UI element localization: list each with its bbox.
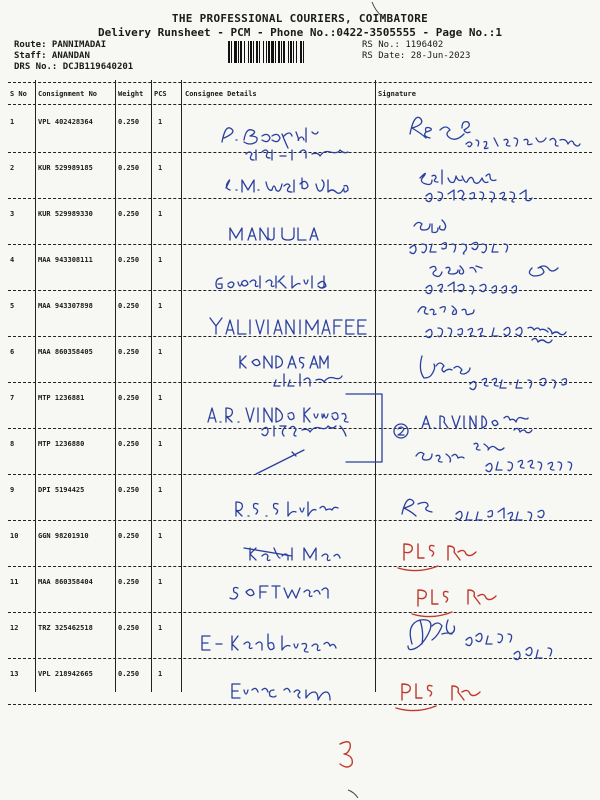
row-weight: 0.250 [118,624,140,632]
handwritten-note-row7 [262,426,346,436]
red-page-number-mark [340,742,352,767]
row-consignment-no: MAA 860358404 [38,578,93,586]
handwritten-phone-row8 [486,460,572,471]
row-consignment-no: MAA 943308111 [38,256,93,264]
strike-mark-row8 [256,450,304,474]
signature-row6 [420,356,470,378]
row-sno: 8 [10,440,15,448]
handwritten-phone-row5 [426,327,566,337]
signature-row5 [418,306,474,315]
signature-row2 [420,170,496,185]
handwritten-name-row3 [230,228,318,240]
staff-label: Staff: ANANDAN [14,51,90,61]
row-sno: 11 [10,578,19,586]
signature-row12 [408,620,455,650]
row-consignment-no: MTP 1236881 [38,394,85,402]
handwritten-phone-row3 [410,242,508,254]
row-pcs: 1 [158,256,163,264]
row-pcs: 1 [158,624,163,632]
col-consignee: Consignee Details [185,90,257,98]
row-pcs: 1 [158,164,163,172]
row-sno: 6 [10,348,15,356]
row-pcs: 1 [158,348,163,356]
margin-pen-stroke-bottom [348,790,358,798]
col-signature: Signature [378,90,416,98]
bracket-mark [346,394,382,462]
handwritten-name-row1 [222,128,318,148]
row-pcs: 1 [158,440,163,448]
row-consignment-no: VPL 402428364 [38,118,93,126]
row-sno: 1 [10,118,15,126]
signature-row9 [402,499,432,516]
handwritten-phone-row1 [466,138,580,149]
signature-row3 [414,220,446,233]
handwritten-note-row5 [532,338,552,342]
handwritten-phone-row2 [426,190,532,202]
row-sno: 9 [10,486,15,494]
row-pcs: 1 [158,532,163,540]
row-sno: 12 [10,624,19,632]
row-weight: 0.250 [118,578,140,586]
row-weight: 0.250 [118,670,140,678]
row-pcs: 1 [158,486,163,494]
handwritten-phone-row9 [456,508,544,520]
row-sno: 4 [10,256,15,264]
handwritten-name-row4 [216,276,326,289]
col-consignment: Consignment No [38,90,98,98]
company-title: THE PROFESSIONAL COURIERS, COIMBATORE [171,12,429,25]
drs-number: DRS No.: DCJB119640201 [14,62,134,72]
col-weight: Weight [118,90,144,98]
col-pcs: PCS [154,90,167,98]
row-consignment-no: DPI 5194425 [38,486,85,494]
red-rto-mark-row11 [468,590,496,604]
row-consignment-no: MTP 1236880 [38,440,85,448]
row-consignment-no: KUR 529989330 [38,210,93,218]
runsheet-subtitle: Delivery Runsheet - PCM - Phone No.:0422-3505555 - Page No.:1 [98,26,502,39]
red-pls-mark-row13 [402,684,432,700]
handwritten-name-row12 [202,634,336,652]
signature-row8 [416,443,504,462]
row-consignment-no: KUR 529989185 [38,164,93,172]
route-label: Route: PANNIMADAI [14,40,107,50]
signature-row7 [422,416,528,428]
row-sno: 5 [10,302,15,310]
row-weight: 0.250 [118,302,140,310]
circled-two-digit [398,427,404,435]
red-pls-mark-row10 [404,544,434,560]
col-sno: S No [10,90,27,98]
row-consignment-no: MAA 943307898 [38,302,93,310]
row-sno: 2 [10,164,15,172]
row-pcs: 1 [158,118,163,126]
red-pls-underline-row11 [412,612,452,617]
row-weight: 0.250 [118,348,140,356]
row-weight: 0.250 [118,210,140,218]
handwritten-name-row5 [210,318,366,334]
rs-date: RS Date: 28-Jun-2023 [362,51,471,61]
margin-pen-stroke [372,2,382,16]
row-weight: 0.250 [118,440,140,448]
signature-row4 [430,266,558,277]
row-sno: 3 [10,210,15,218]
row-pcs: 1 [158,394,163,402]
row-sno: 10 [10,532,19,540]
rs-number: RS No.: 1196402 [362,40,444,50]
handwritten-name-row6 [240,356,328,368]
red-pls-underline-row10 [398,566,438,571]
handwritten-phone-row4 [426,282,517,294]
row-pcs: 1 [158,210,163,218]
row-weight: 0.250 [118,164,140,172]
handwritten-note-row7 [514,428,532,432]
row-sno: 13 [10,670,19,678]
handwritten-name-row2 [226,178,348,193]
red-pls-mark-row11 [418,590,448,606]
circled-two-mark [394,424,408,438]
row-pcs: 1 [158,302,163,310]
red-rto-mark-row13 [452,686,480,700]
row-weight: 0.250 [118,532,140,540]
handwritten-name-row7 [208,408,348,422]
row-weight: 0.250 [118,486,140,494]
handwritten-note-row6 [274,374,342,386]
handwritten-name-row9 [236,502,338,516]
row-consignment-no: TRZ 325462518 [38,624,93,632]
handwritten-phone-row12 [466,633,552,659]
row-pcs: 1 [158,670,163,678]
red-rto-mark-row10 [448,546,476,560]
row-consignment-no: VPL 218942665 [38,670,93,678]
handwritten-name-row13 [232,684,330,700]
row-weight: 0.250 [118,256,140,264]
row-weight: 0.250 [118,118,140,126]
row-sno: 7 [10,394,15,402]
row-consignment-no: GGN 98201910 [38,532,89,540]
row-pcs: 1 [158,578,163,586]
row-consignment-no: MAA 860358405 [38,348,93,356]
handwritten-phone-row6 [470,378,567,389]
signature-row1 [410,117,470,139]
handwritten-name-row11 [230,586,328,599]
handwritten-note-row1 [246,150,348,160]
red-pls-underline-row13 [396,706,436,711]
row-weight: 0.250 [118,394,140,402]
handwritten-name-row10 [250,548,340,561]
